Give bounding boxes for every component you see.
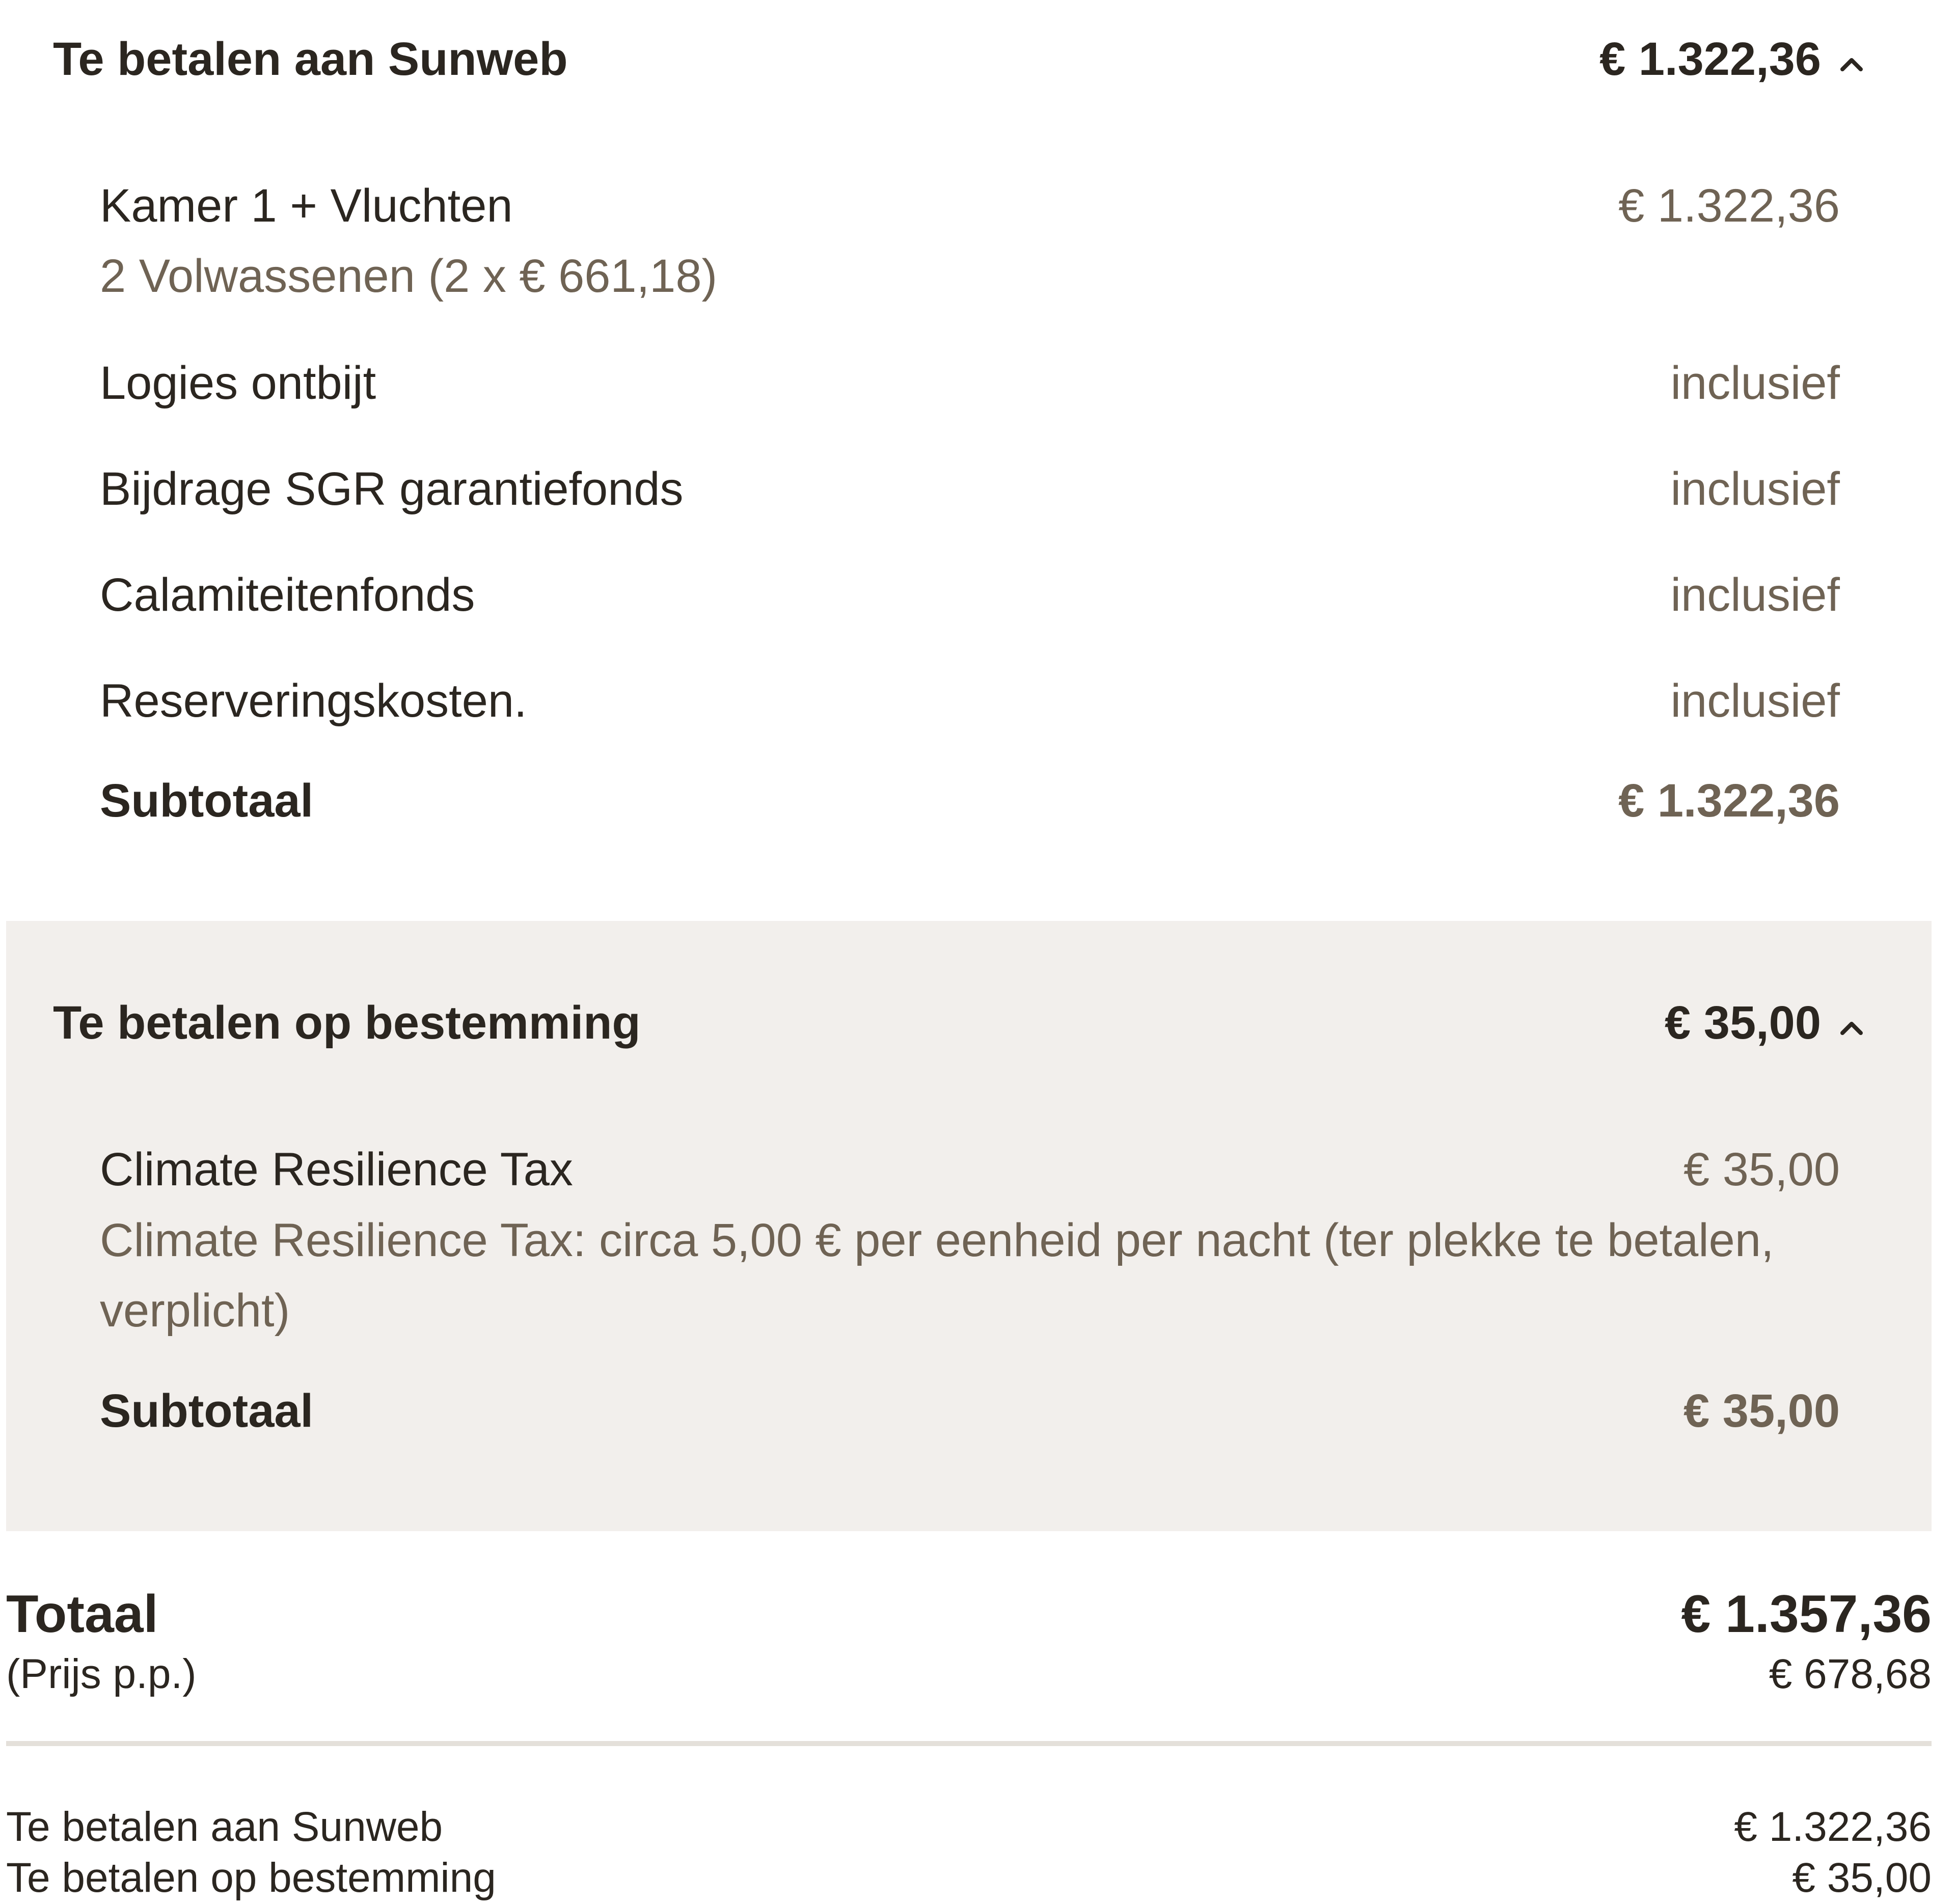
destination-section-title: Te betalen op bestemming	[53, 997, 641, 1049]
total-amount: € 1.357,36	[1681, 1585, 1932, 1644]
sunweb-section-amount: € 1.322,36	[1599, 33, 1821, 85]
divider	[6, 1741, 1932, 1746]
line-item-value: € 35,00	[1683, 1144, 1840, 1195]
line-item-value: inclusief	[1670, 675, 1840, 727]
summary-value: € 35,00	[1792, 1855, 1932, 1901]
line-item-sub: Climate Resilience Tax: circa 5,00 € per eenheid per nacht (ter plekke te betalen, verplicht)	[100, 1214, 1774, 1337]
subtotal-label: Subtotaal	[100, 775, 314, 827]
subtotal-label: Subtotaal	[100, 1385, 314, 1437]
line-item-value: inclusief	[1670, 569, 1840, 621]
price-per-person-label: (Prijs p.p.)	[6, 1651, 197, 1697]
sunweb-section-title: Te betalen aan Sunweb	[53, 33, 568, 85]
line-item-label: Climate Resilience Tax	[100, 1144, 573, 1195]
line-item-value: € 1.322,36	[1618, 180, 1840, 232]
line-item-label: Reserveringskosten.	[100, 675, 527, 727]
subtotal-value: € 35,00	[1683, 1385, 1840, 1437]
chevron-up-icon[interactable]	[1837, 50, 1866, 78]
chevron-up-icon[interactable]	[1837, 1014, 1866, 1042]
line-item-value: inclusief	[1670, 463, 1840, 515]
summary-value: € 1.322,36	[1734, 1804, 1932, 1850]
line-item-value: inclusief	[1670, 357, 1840, 409]
destination-section-amount: € 35,00	[1665, 997, 1821, 1049]
summary-label: Te betalen aan Sunweb	[6, 1804, 443, 1850]
price-per-person-amount: € 678,68	[1769, 1651, 1932, 1697]
summary-label: Te betalen op bestemming	[6, 1855, 496, 1901]
line-item-label: Logies ontbijt	[100, 357, 376, 409]
line-item-label: Calamiteitenfonds	[100, 569, 475, 621]
line-item-sub: 2 Volwassenen (2 x € 661,18)	[100, 250, 718, 302]
total-label: Totaal	[6, 1585, 158, 1644]
subtotal-value: € 1.322,36	[1618, 775, 1840, 827]
line-item-label: Kamer 1 + Vluchten	[100, 180, 513, 232]
line-item-label: Bijdrage SGR garantiefonds	[100, 463, 684, 515]
